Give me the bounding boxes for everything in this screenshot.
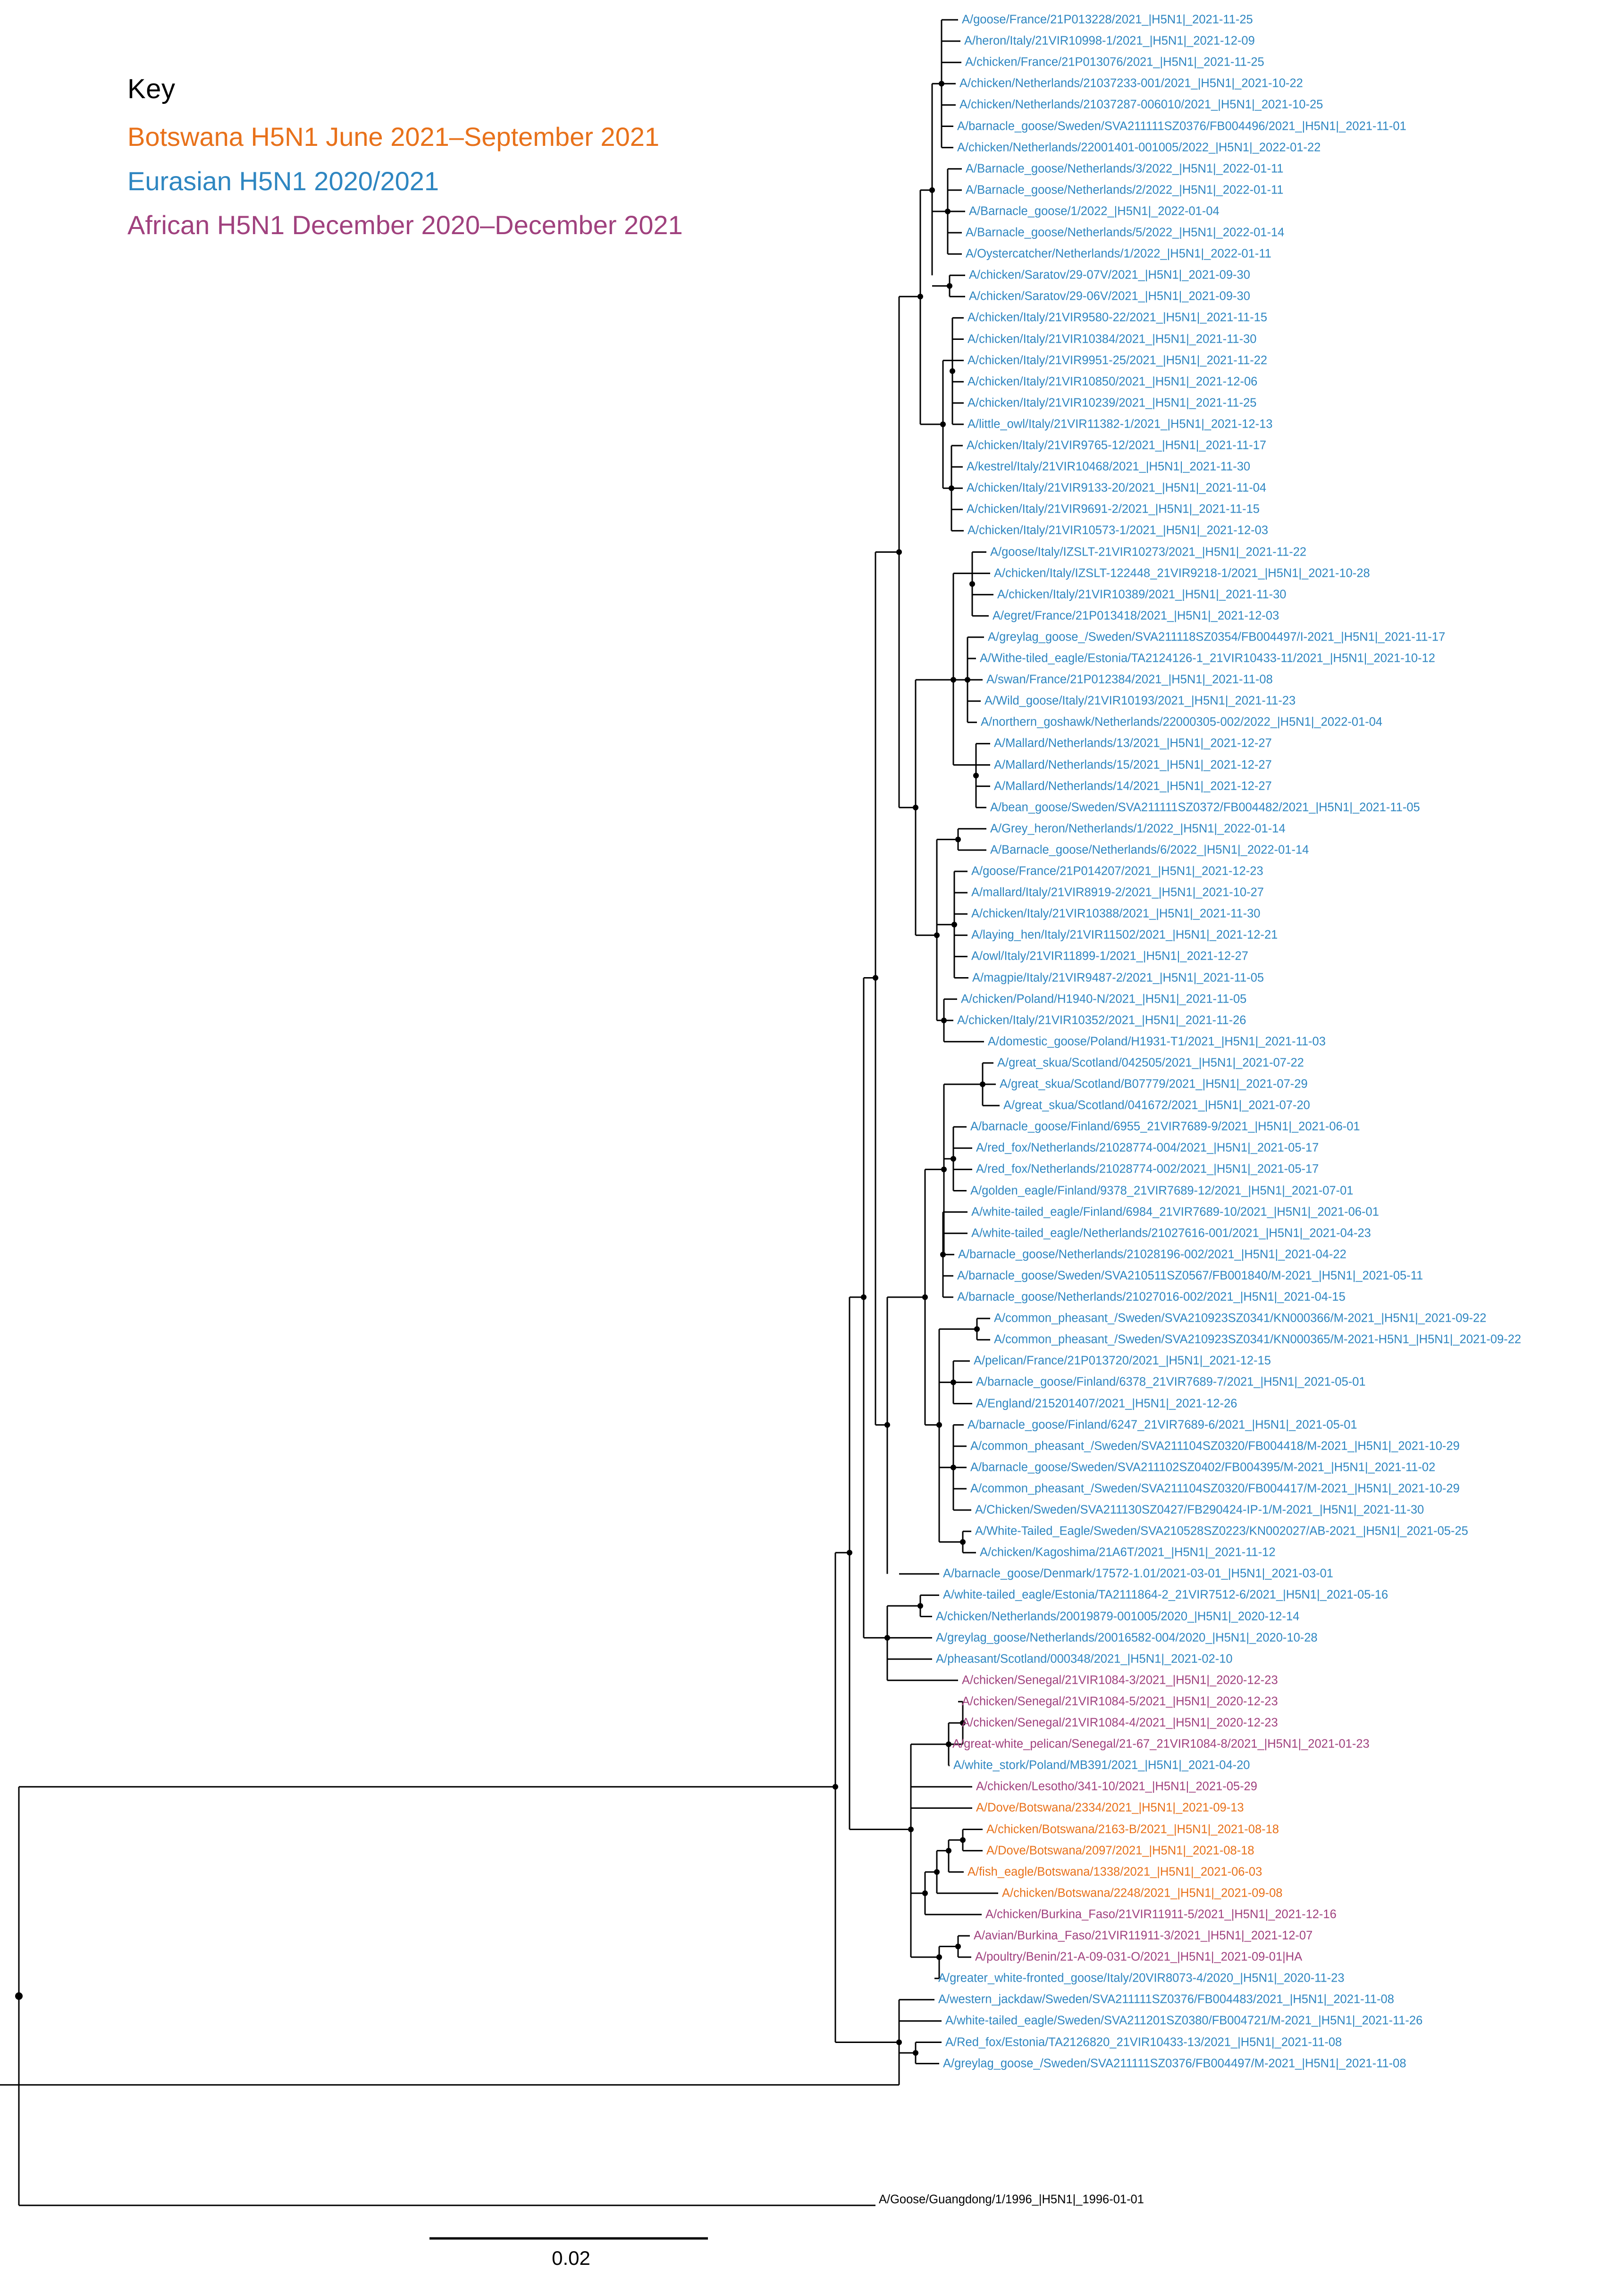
taxon-label: A/chicken/Botswana/2248/2021_|H5N1|_2021-09-08	[1002, 1886, 1283, 1900]
taxon-label: A/Wild_goose/Italy/21VIR10193/2021_|H5N1|_2021-11-23	[984, 694, 1296, 708]
taxon-label: A/pelican/France/21P013720/2021_|H5N1|_2021-12-15	[974, 1354, 1271, 1367]
legend-item-label: Botswana H5N1 June 2021–September 2021	[127, 122, 659, 152]
taxon-label: A/avian/Burkina_Faso/21VIR11911-3/2021_|H5N1|_2021-12-07	[974, 1929, 1313, 1942]
taxon-label: A/common_pheasant_/Sweden/SVA210923SZ0341/KN000365/M-2021-H5N1_|H5N1|_2021-09-22	[994, 1333, 1522, 1346]
taxon-label: A/chicken/Saratov/29-06V/2021_|H5N1|_2021-09-30	[969, 289, 1250, 303]
taxon-label: A/barnacle_goose/Sweden/SVA211102SZ0402/FB004395/M-2021_|H5N1|_2021-11-02	[970, 1460, 1436, 1474]
taxon-label: A/goose/Italy/IZSLT-21VIR10273/2021_|H5N1|_2021-11-22	[990, 545, 1307, 558]
taxon-label: A/chicken/Italy/21VIR9133-20/2021_|H5N1|_2021-11-04	[967, 481, 1267, 495]
legend-item-label: Eurasian H5N1 2020/2021	[127, 166, 439, 196]
taxon-label: A/goose/France/21P013228/2021_|H5N1|_2021-11-25	[962, 13, 1253, 26]
taxon-label: A/white-tailed_eagle/Finland/6984_21VIR7689-10/2021_|H5N1|_2021-06-01	[971, 1205, 1379, 1218]
taxon-label: A/chicken/Italy/21VIR10239/2021_|H5N1|_2021-11-25	[968, 396, 1257, 410]
taxon-label: A/magpie/Italy/21VIR9487-2/2021_|H5N1|_2021-11-05	[972, 971, 1264, 984]
taxon-label: A/common_pheasant_/Sweden/SVA210923SZ0341/KN000366/M-2021_|H5N1|_2021-09-22	[994, 1311, 1487, 1325]
taxon-label: A/goose/France/21P014207/2021_|H5N1|_2021-12-23	[971, 864, 1263, 878]
taxon-label: A/chicken/Senegal/21VIR1084-5/2021_|H5N1|_2020-12-23	[962, 1695, 1278, 1708]
taxon-label: A/domestic_goose/Poland/H1931-T1/2021_|H5N1|_2021-11-03	[988, 1035, 1326, 1048]
taxon-label: A/barnacle_goose/Denmark/17572-1.01/2021-03-01_|H5N1|_2021-03-01	[943, 1567, 1333, 1580]
taxon-label: A/owl/Italy/21VIR11899-1/2021_|H5N1|_2021-12-27	[971, 949, 1248, 963]
taxon-label: A/chicken/Italy/21VIR10352/2021_|H5N1|_2021-11-26	[957, 1013, 1246, 1027]
legend-item-label: African H5N1 December 2020–December 2021	[127, 210, 683, 240]
legend-title: Key	[127, 74, 176, 104]
taxon-label: A/great_skua/Scotland/042505/2021_|H5N1|_2021-07-22	[997, 1056, 1304, 1070]
taxon-label: A/chicken/Italy/21VIR10384/2021_|H5N1|_2021-11-30	[968, 332, 1257, 346]
taxon-label: A/western_jackdaw/Sweden/SVA211111SZ0376/FB004483/2021_|H5N1|_2021-11-08	[938, 1992, 1394, 2006]
taxon-label: A/mallard/Italy/21VIR8919-2/2021_|H5N1|_2021-10-27	[971, 886, 1264, 899]
taxon-label: A/chicken/Netherlands/21037233-001/2021_|H5N1|_2021-10-22	[959, 76, 1303, 90]
taxon-label: A/fish_eagle/Botswana/1338/2021_|H5N1|_2021-06-03	[968, 1865, 1262, 1878]
taxon-label: A/chicken/Senegal/21VIR1084-4/2021_|H5N1|_2020-12-23	[962, 1716, 1278, 1730]
taxon-label: A/chicken/Italy/IZSLT-122448_21VIR9218-1/2021_|H5N1|_2021-10-28	[994, 566, 1370, 580]
taxon-label: A/Barnacle_goose/Netherlands/5/2022_|H5N1|_2022-01-14	[966, 226, 1285, 239]
taxon-label: A/egret/France/21P013418/2021_|H5N1|_2021-12-03	[993, 609, 1279, 623]
taxon-label: A/poultry/Benin/21-A-09-031-O/2021_|H5N1|_2021-09-01|HA	[975, 1950, 1303, 1964]
taxon-label: A/golden_eagle/Finland/9378_21VIR7689-12/2021_|H5N1|_2021-07-01	[970, 1183, 1354, 1197]
taxon-label: A/common_pheasant_/Sweden/SVA211104SZ0320/FB004418/M-2021_|H5N1|_2021-10-29	[970, 1439, 1460, 1452]
taxon-label: A/Dove/Botswana/2097/2021_|H5N1|_2021-08-18	[986, 1843, 1254, 1857]
taxon-label: A/barnacle_goose/Netherlands/21027016-002/2021_|H5N1|_2021-04-15	[957, 1290, 1346, 1304]
taxon-label: A/barnacle_goose/Sweden/SVA211111SZ0376/FB004496/2021_|H5N1|_2021-11-01	[957, 119, 1406, 133]
taxon-label: A/Mallard/Netherlands/13/2021_|H5N1|_2021-12-27	[994, 736, 1272, 750]
taxon-label: A/common_pheasant_/Sweden/SVA211104SZ0320/FB004417/M-2021_|H5N1|_2021-10-29	[970, 1482, 1460, 1495]
taxon-label: A/Mallard/Netherlands/15/2021_|H5N1|_2021-12-27	[994, 758, 1272, 771]
taxon-label: A/chicken/Italy/21VIR9951-25/2021_|H5N1|_2021-11-22	[968, 353, 1268, 367]
taxon-label: A/heron/Italy/21VIR10998-1/2021_|H5N1|_2021-12-09	[964, 34, 1255, 48]
taxon-label: A/chicken/Italy/21VIR9580-22/2021_|H5N1|_2021-11-15	[968, 311, 1268, 324]
taxon-label: A/chicken/Italy/21VIR10573-1/2021_|H5N1|_2021-12-03	[968, 523, 1269, 537]
taxon-label: A/little_owl/Italy/21VIR11382-1/2021_|H5N1|_2021-12-13	[968, 417, 1273, 431]
taxon-label: A/chicken/Burkina_Faso/21VIR11911-5/2021_|H5N1|_2021-12-16	[985, 1908, 1337, 1921]
taxon-label: A/white-tailed_eagle/Sweden/SVA211201SZ0380/FB004721/M-2021_|H5N1|_2021-11-26	[945, 2014, 1423, 2027]
taxon-label: A/great_skua/Scotland/041672/2021_|H5N1|_2021-07-20	[1003, 1098, 1310, 1112]
taxon-label: A/chicken/France/21P013076/2021_|H5N1|_2021-11-25	[965, 55, 1264, 69]
taxon-label: A/great-white_pelican/Senegal/21-67_21VIR1084-8/2021_|H5N1|_2021-01-23	[952, 1737, 1370, 1751]
taxon-label: A/red_fox/Netherlands/21028774-002/2021_|H5N1|_2021-05-17	[976, 1162, 1319, 1176]
taxon-label: A/northern_goshawk/Netherlands/22000305-002/2022_|H5N1|_2022-01-04	[981, 715, 1383, 729]
taxon-label: A/chicken/Italy/21VIR10389/2021_|H5N1|_2021-11-30	[997, 587, 1287, 601]
taxon-label: A/barnacle_goose/Finland/6378_21VIR7689-7/2021_|H5N1|_2021-05-01	[976, 1375, 1366, 1389]
taxon-label: A/Barnacle_goose/Netherlands/6/2022_|H5N1|_2022-01-14	[990, 843, 1309, 857]
taxon-label: A/chicken/Saratov/29-07V/2021_|H5N1|_2021-09-30	[969, 268, 1250, 282]
taxon-label: A/Grey_heron/Netherlands/1/2022_|H5N1|_2022-01-14	[990, 822, 1286, 836]
taxon-label: A/chicken/Senegal/21VIR1084-3/2021_|H5N1|_2020-12-23	[962, 1673, 1278, 1687]
taxon-label: A/greylag_goose/Netherlands/20016582-004/2020_|H5N1|_2020-10-28	[936, 1630, 1318, 1644]
taxon-label: A/chicken/Italy/21VIR10850/2021_|H5N1|_2021-12-06	[968, 374, 1258, 388]
taxon-label: A/chicken/Botswana/2163-B/2021_|H5N1|_2021-08-18	[986, 1822, 1279, 1836]
taxon-label: A/Chicken/Sweden/SVA211130SZ0427/FB290424-IP-1/M-2021_|H5N1|_2021-11-30	[975, 1503, 1424, 1517]
taxon-label: A/red_fox/Netherlands/21028774-004/2021_|H5N1|_2021-05-17	[976, 1141, 1319, 1155]
taxon-label: A/Mallard/Netherlands/14/2021_|H5N1|_2021-12-27	[994, 779, 1272, 793]
taxon-label: A/barnacle_goose/Netherlands/21028196-002/2021_|H5N1|_2021-04-22	[958, 1248, 1346, 1261]
taxon-label: A/England/215201407/2021_|H5N1|_2021-12-26	[976, 1396, 1237, 1410]
taxon-label: A/Withe-tiled_eagle/Estonia/TA2124126-1_21VIR10433-11/2021_|H5N1|_2021-10-12	[980, 651, 1435, 665]
taxon-label: A/Oystercatcher/Netherlands/1/2022_|H5N1|_2022-01-11	[966, 247, 1271, 261]
taxon-label: A/chicken/Italy/21VIR10388/2021_|H5N1|_2021-11-30	[971, 907, 1261, 920]
taxon-label: A/chicken/Netherlands/21037287-006010/2021_|H5N1|_2021-10-25	[959, 98, 1323, 111]
taxon-label: A/laying_hen/Italy/21VIR11502/2021_|H5N1|_2021-12-21	[971, 928, 1278, 942]
taxon-label: A/white-tailed_eagle/Estonia/TA2111864-2_21VIR7512-6/2021_|H5N1|_2021-05-16	[943, 1588, 1388, 1602]
outgroup-taxon-label: A/Goose/Guangdong/1/1996_|H5N1|_1996-01-01	[879, 2193, 1144, 2206]
taxon-label: A/chicken/Italy/21VIR9765-12/2021_|H5N1|_2021-11-17	[967, 439, 1267, 452]
taxon-label: A/chicken/Kagoshima/21A6T/2021_|H5N1|_2021-11-12	[980, 1545, 1276, 1559]
taxon-label: A/greylag_goose_/Sweden/SVA211118SZ0354/FB004497/I-2021_|H5N1|_2021-11-17	[988, 630, 1446, 644]
taxon-label: A/Barnacle_goose/1/2022_|H5N1|_2022-01-04	[969, 204, 1220, 218]
taxon-label: A/chicken/Netherlands/20019879-001005/2020_|H5N1|_2020-12-14	[936, 1609, 1300, 1623]
taxon-label: A/great_skua/Scotland/B07779/2021_|H5N1|_2021-07-29	[1000, 1077, 1308, 1091]
taxon-label: A/greylag_goose_/Sweden/SVA211111SZ0376/FB004497/M-2021_|H5N1|_2021-11-08	[943, 2056, 1406, 2070]
taxon-label: A/chicken/Italy/21VIR9691-2/2021_|H5N1|_2021-11-15	[967, 502, 1260, 516]
taxon-label: A/Red_fox/Estonia/TA2126820_21VIR10433-13/2021_|H5N1|_2021-11-08	[945, 2035, 1342, 2049]
taxon-label: A/barnacle_goose/Finland/6955_21VIR7689-9/2021_|H5N1|_2021-06-01	[970, 1120, 1360, 1133]
taxon-label: A/barnacle_goose/Finland/6247_21VIR7689-6/2021_|H5N1|_2021-05-01	[968, 1418, 1357, 1431]
taxon-label: A/white_stork/Poland/MB391/2021_|H5N1|_2021-04-20	[953, 1758, 1250, 1772]
taxon-label: A/chicken/Poland/H1940-N/2021_|H5N1|_2021-11-05	[961, 992, 1247, 1005]
scale-bar	[425, 2233, 717, 2247]
taxon-label: A/chicken/Lesotho/341-10/2021_|H5N1|_2021-05-29	[976, 1780, 1257, 1793]
taxon-label: A/Dove/Botswana/2334/2021_|H5N1|_2021-09-13	[976, 1801, 1244, 1815]
taxon-label: A/White-Tailed_Eagle/Sweden/SVA210528SZ0223/KN002027/AB-2021_|H5N1|_2021-05-25	[975, 1524, 1468, 1538]
scale-bar-label: 0.02	[552, 2247, 590, 2269]
taxon-label: A/kestrel/Italy/21VIR10468/2021_|H5N1|_2021-11-30	[967, 460, 1251, 473]
taxon-label: A/Barnacle_goose/Netherlands/2/2022_|H5N1|_2022-01-11	[966, 183, 1284, 197]
taxon-label: A/Barnacle_goose/Netherlands/3/2022_|H5N1|_2022-01-11	[966, 161, 1284, 175]
taxon-label: A/barnacle_goose/Sweden/SVA210511SZ0567/FB001840/M-2021_|H5N1|_2021-05-11	[957, 1269, 1423, 1283]
taxon-label: A/swan/France/21P012384/2021_|H5N1|_2021-11-08	[986, 673, 1273, 686]
taxon-label: A/bean_goose/Sweden/SVA211111SZ0372/FB004482/2021_|H5N1|_2021-11-05	[990, 800, 1420, 814]
taxon-label: A/chicken/Netherlands/22001401-001005/2022_|H5N1|_2022-01-22	[957, 140, 1321, 154]
taxon-label: A/pheasant/Scotland/000348/2021_|H5N1|_2021-02-10	[936, 1652, 1233, 1665]
taxon-label: A/greater_white-fronted_goose/Italy/20VIR8073-4/2020_|H5N1|_2020-11-23	[938, 1971, 1345, 1985]
taxon-label: A/white-tailed_eagle/Netherlands/21027616-001/2021_|H5N1|_2021-04-23	[971, 1226, 1371, 1240]
